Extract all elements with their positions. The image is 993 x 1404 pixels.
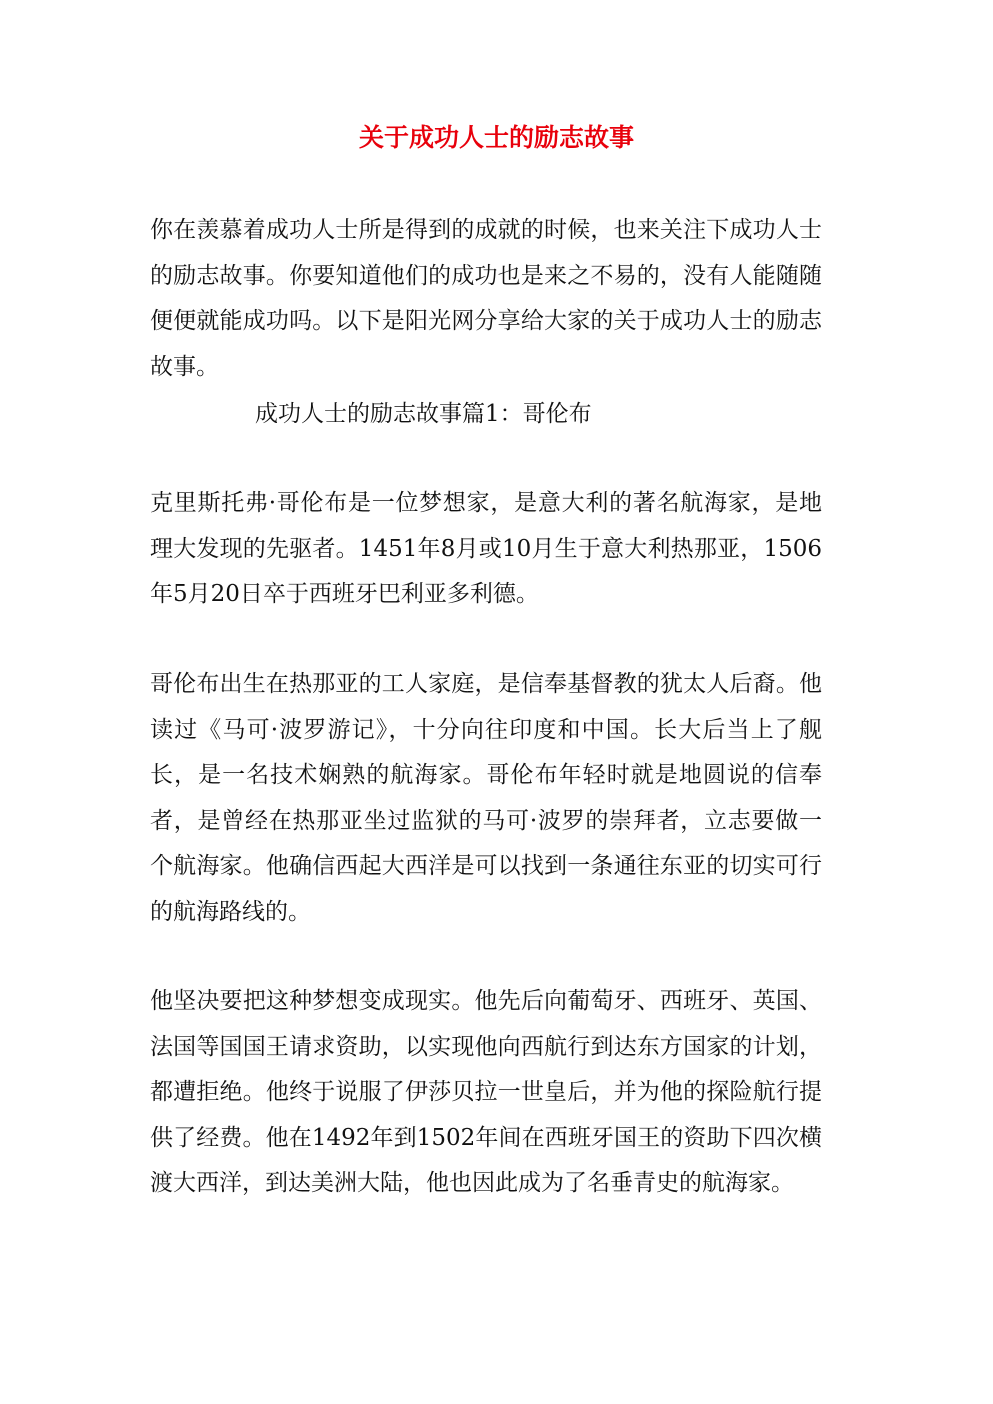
- section-heading: 成功人士的励志故事篇1：哥伦布: [255, 401, 592, 427]
- youth-paragraph: 哥伦布出生在热那亚的工人家庭，是信奉基督教的犹太人后裔。他读过《马可·波罗游记》，十分向往印度和中国。长大后当上了舰长，是一名技术娴熟的航海家。哥伦布年轻时就是地圆说的信奉者，是曾经在热那亚坐过监狱的马可·波罗的崇拜者，立志要做一个航海家。他确信西起大西洋是可以找到一条通往东亚的切实可行的航海路线的。: [150, 671, 822, 925]
- document-title: 关于成功人士的励志故事: [358, 123, 634, 152]
- voyage-paragraph: 他坚决要把这种梦想变成现实。他先后向葡萄牙、西班牙、英国、法国等国国王请求资助，以实现他向西航行到达东方国家的计划，都遭拒绝。他终于说服了伊莎贝拉一世皇后，并为他的探险航行提供了经费。他在1492年到1502年间在西班牙国王的资助下四次横渡大西洋，到达美洲大陆，他也因此成为了名垂青史的航海家。: [150, 988, 822, 1196]
- biography-paragraph: 克里斯托弗·哥伦布是一位梦想家，是意大利的著名航海家，是地理大发现的先驱者。1451年8月或10月生于意大利热那亚，1506年5月20日卒于西班牙巴利亚多利德。: [150, 490, 822, 607]
- intro-paragraph: 你在羡慕着成功人士所是得到的成就的时候，也来关注下成功人士的励志故事。你要知道他们的成功也是来之不易的，没有人能随随便便就能成功吗。以下是阳光网分享给大家的关于成功人士的励志故事。: [150, 217, 822, 380]
